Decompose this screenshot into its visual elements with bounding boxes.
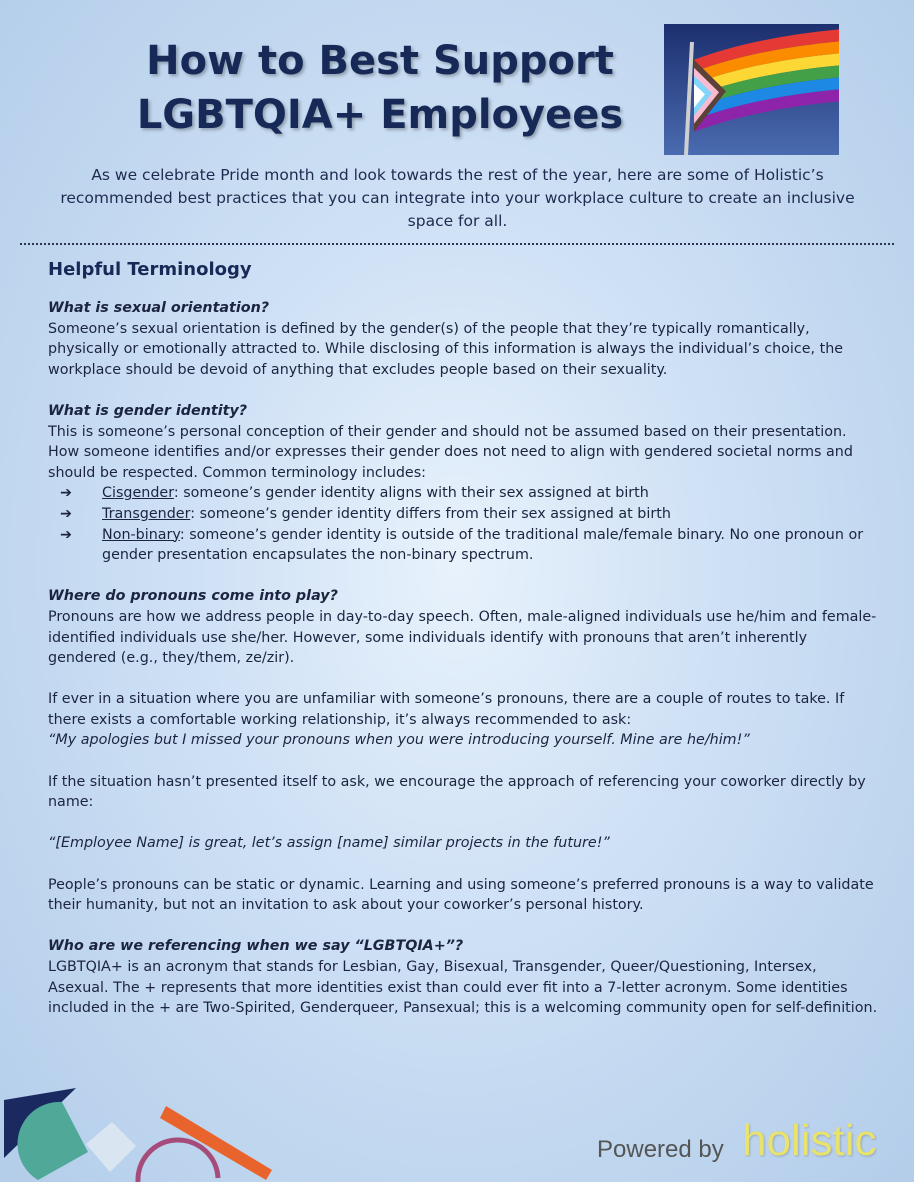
- arc-shape: [138, 1140, 218, 1182]
- question-gender-identity: What is gender identity?: [48, 402, 248, 419]
- answer-lgbtqia: LGBTQIA+ is an acronym that stands for Lesbian, Gay, Bisexual, Transgender, Queer/Questioning, Intersex, Asexual. The + represents that more identities exist than could ever fit into a 7-letter acronym. Some identities included in the + are Two-Spirited, Genderqueer, Pansexual; this is a welcoming community open for self-definition.: [48, 959, 878, 1017]
- term-definition: : someone’s gender identity differs from their sex assigned at birth: [190, 505, 671, 522]
- answer-pronouns-dynamic: People’s pronouns can be static or dynamic. Learning and using someone’s preferred pronouns is a way to validate their humanity, but not an invitation to ask about your coworker’s personal history.: [48, 876, 874, 914]
- title-line-2: LGBTQIA+ Employees: [136, 92, 624, 138]
- decorative-shapes: [0, 1080, 290, 1182]
- answer-sexual-orientation: Someone’s sexual orientation is defined by the gender(s) of the people that they’re typically romantically, physically or emotionally attracted to. While disclosing of this information is always the individual’s choice, the workplace should be devoid of anything that excludes people based on their sexuality.: [48, 320, 844, 378]
- question-pronouns: Where do pronouns come into play?: [48, 588, 338, 605]
- list-item: [60, 504, 878, 525]
- answer-gender-identity: This is someone’s personal conception of their gender and should not be assumed based on their presentation. How someone identifies and/or expresses their gender does not need to align with gendered societal norms and should be respected. Common terminology includes:: [48, 423, 853, 481]
- light-diamond-shape: [86, 1122, 136, 1172]
- holistic-logo: holistic: [742, 1116, 877, 1165]
- question-lgbtqia: Who are we referencing when we say “LGBTQIA+”?: [48, 938, 464, 955]
- term-cisgender: Cisgender: [102, 485, 174, 502]
- quote-ask-pronouns: “My apologies but I missed your pronouns when you were introducing yourself. Mine are he/him!”: [48, 732, 750, 749]
- quote-by-name: “[Employee Name] is great, let’s assign [name] similar projects in the future!”: [48, 835, 610, 852]
- terms-list: [48, 483, 878, 565]
- term-definition: : someone’s gender identity is outside of the traditional male/female binary. No one pronoun or gender presentation encapsulates the non-binary spectrum.: [102, 526, 864, 564]
- pride-flag-image: [664, 24, 839, 155]
- arrow-icon: ➔: [60, 505, 72, 522]
- answer-pronouns: Pronouns are how we address people in day-to-day speech. Often, male-aligned individuals use he/him and female-identified individuals use she/her. However, some individuals identify with pronouns that aren’t inherently gendered (e.g., they/them, ze/zir).: [48, 608, 877, 667]
- list-item: [60, 483, 878, 504]
- page-title: [90, 34, 670, 142]
- powered-by-label: Powered by: [597, 1136, 724, 1163]
- term-transgender: Transgender: [102, 505, 191, 522]
- answer-pronouns-by-name: If the situation hasn’t presented itself to ask, we encourage the approach of referencing your coworker directly by name:: [48, 773, 866, 811]
- term-non-binary: Non-binary: [102, 526, 180, 543]
- answer-pronouns-routes: If ever in a situation where you are unfamiliar with someone’s pronouns, there are a couple of routes to take. If there exists a comfortable working relationship, it’s always recommended to ask:: [48, 691, 845, 728]
- term-definition: : someone’s gender identity aligns with their sex assigned at birth: [173, 485, 649, 502]
- terminology-section: [48, 258, 878, 1019]
- title-line-1: How to Best Support: [146, 38, 614, 84]
- section-heading: Helpful Terminology: [48, 259, 252, 280]
- arrow-icon: ➔: [60, 485, 72, 502]
- dotted-divider: [20, 243, 894, 245]
- intro-paragraph: As we celebrate Pride month and look towards the rest of the year, here are some of Holistic’s recommended best practices that you can integrate into your workplace culture to create an inclusive space for all.: [60, 166, 855, 230]
- question-sexual-orientation: What is sexual orientation?: [48, 300, 270, 316]
- arrow-icon: ➔: [60, 526, 72, 543]
- list-item: [60, 525, 878, 566]
